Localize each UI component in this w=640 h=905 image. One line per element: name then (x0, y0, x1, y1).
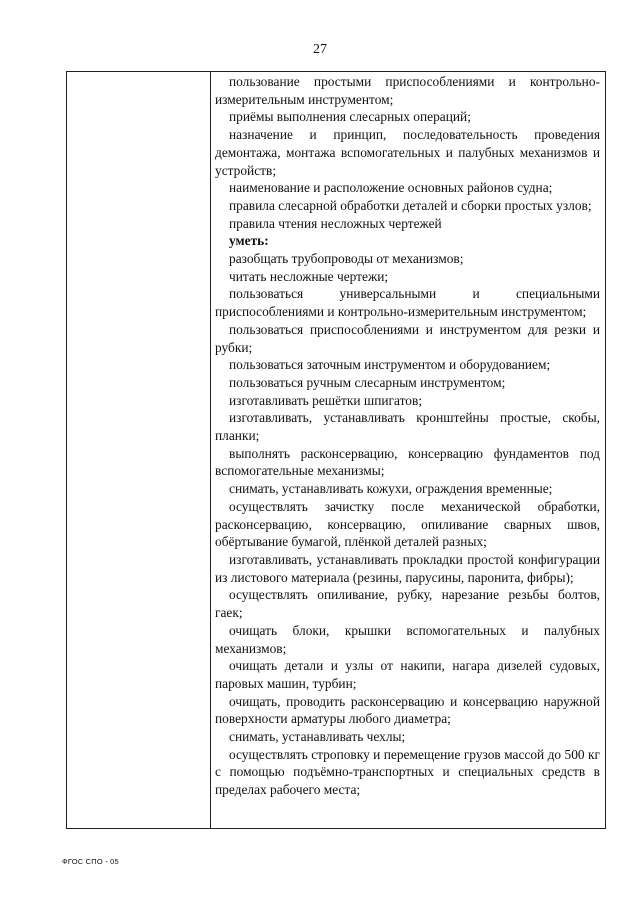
list-item: осуществлять зачистку после механической обработки, расконсервацию, консервацию, опиливание сварных швов, обёртывание бумагой, плёнкой деталей разных; (215, 498, 600, 550)
list-item: пользоваться заточным инструментом и оборудованием; (229, 357, 551, 373)
list-item: выполнять расконсервацию, консервацию фундаментов под вспомогательные механизмы; (215, 445, 600, 479)
list-item: пользоваться приспособлениями и инструментом для резки и рубки; (215, 321, 600, 355)
list-item: пользоваться ручным слесарным инструментом; (229, 374, 506, 390)
list-item: изготавливать решётки шпигатов; (229, 392, 423, 408)
list-item: изготавливать, устанавливать прокладки простой конфигурации из листового материала (резины, парусины, паронита, фибры); (215, 551, 600, 585)
table-right-cell (211, 72, 605, 828)
list-item: разобщать трубопроводы от механизмов; (229, 251, 464, 267)
list-item: пользоваться универсальными и специальными приспособлениями и контрольно-измерительным инструментом; (215, 286, 600, 320)
list-item: изготавливать, устанавливать кронштейны простые, скобы, планки; (215, 410, 600, 444)
section-heading: уметь: (229, 233, 269, 249)
footer-document-code: ФГОС СПО - 05 (62, 857, 119, 866)
list-item: правила слесарной обработки деталей и сборки простых узлов; (229, 197, 592, 213)
list-item: очищать детали и узлы от накипи, нагара дизелей судовых, паровых машин, турбин; (215, 658, 600, 691)
list-item: правила чтения несложных чертежей (229, 215, 442, 231)
list-item: приёмы выполнения слесарных операций; (229, 109, 471, 125)
list-item: очищать блоки, крышки вспомогательных и палубных механизмов; (215, 622, 600, 656)
list-item: наименование и расположение основных районов судна; (229, 180, 553, 196)
list-item: осуществлять опиливание, рубку, нарезание резьбы болтов, гаек; (215, 587, 600, 621)
list-item: назначение и принцип, последовательность проведения демонтажа, монтажа вспомогательных и палубных механизмов и устройств; (215, 127, 600, 178)
list-item: снимать, устанавливать кожухи, ограждения временные; (229, 481, 553, 497)
list-item: пользование простыми приспособлениями и контрольно-измерительным инструментом; (215, 74, 600, 107)
page-number: 27 (313, 42, 327, 57)
table-left-cell (67, 72, 211, 828)
content-table (66, 71, 606, 829)
list-item: осуществлять строповку и перемещение грузов массой до 500 кг с помощью подъёмно-транспортных и специальных средств в пределах рабочего места; (215, 746, 600, 798)
list-item: снимать, устанавливать чехлы; (229, 729, 406, 745)
list-item: очищать, проводить расконсервацию и консервацию наружной поверхности арматуры любого диаметра; (215, 693, 600, 727)
list-item: читать несложные чертежи; (229, 268, 389, 284)
